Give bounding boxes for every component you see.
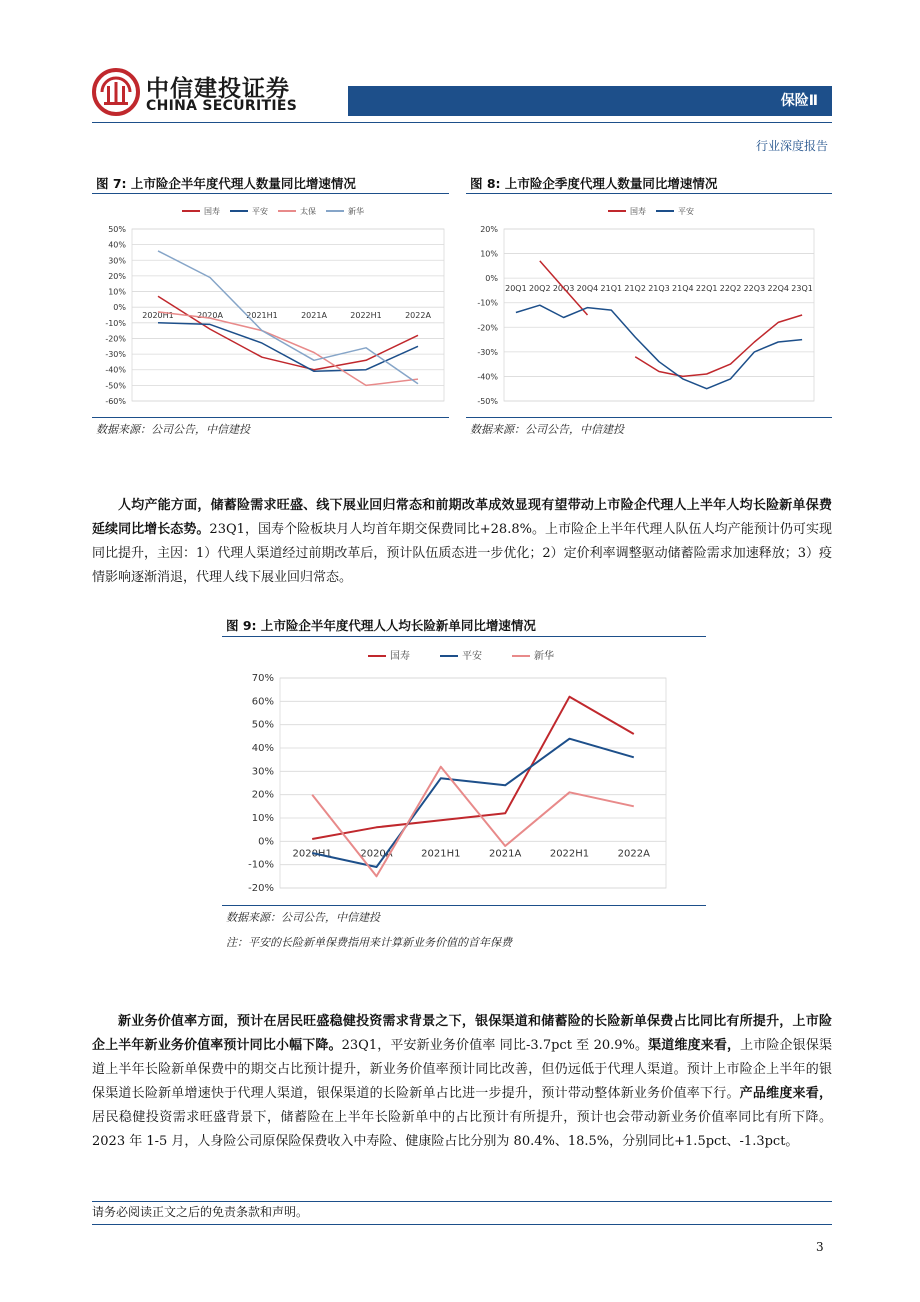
fig7-ytick-label: -20% — [105, 334, 126, 344]
fig9-title: 图 9: 上市险企半年度代理人人均长险新单同比增速情况 — [226, 618, 536, 633]
report-type: 行业深度报告 — [755, 139, 828, 153]
fig8-legend-label: 平安 — [678, 207, 694, 216]
fig9-ytick-label: 10% — [251, 813, 274, 824]
fig8-ytick-label: 10% — [480, 249, 498, 259]
fig8-xtick-label: 22Q3 — [743, 284, 766, 294]
fig7-ytick-label: -40% — [105, 365, 126, 375]
para1-text: 23Q1，国寿个险板块月人均首年期交保费同比+28.8%。上市险企上半年代理人队伍人均产能预计仍可实现同比提升，主因：1）代理人渠道经过前期改革后，预计队伍质态进一步优化；2）定价利率调整驱动储蓄险需求加速释放；3）疫情影响逐渐消退，代理人线下展业回归常态。 — [92, 522, 832, 585]
fig8-xtick-label: 23Q1 — [791, 284, 813, 294]
fig8-xtick-label: 22Q4 — [767, 284, 790, 294]
fig9-top-rule — [222, 636, 706, 637]
fig9-xtick-label: 2021H1 — [421, 848, 461, 860]
header-rule — [92, 122, 832, 123]
fig8-title: 图 8: 上市险企季度代理人数量同比增速情况 — [470, 176, 718, 191]
fig8-xtick-label: 22Q2 — [719, 284, 742, 294]
fig9-series-line — [312, 767, 634, 877]
fig7-top-rule — [92, 193, 449, 194]
disclaimer: 请务必阅读正文之后的免责条款和声明。 — [92, 1205, 309, 1219]
fig7-legend-label: 平安 — [252, 207, 268, 216]
fig9-source: 数据来源：公司公告，中信建投 — [226, 911, 380, 924]
fig8-xtick-label: 21Q1 — [600, 284, 623, 294]
fig7-ytick-label: 30% — [108, 256, 126, 266]
fig7-legend-label: 太保 — [300, 207, 316, 216]
fig9-xtick-label: 2022H1 — [549, 848, 590, 860]
section-bar: 保险Ⅱ — [348, 86, 832, 116]
fig8-ytick-label: 0% — [485, 274, 498, 284]
para2-text2: 上市险企银保渠道上半年长险新单保费中的期交占比预计提升，新业务价值率预计同比改善，但仍远低于代理人渠道。预计上市险企上半年的银保渠道长险新单增速快于代理人渠道，银保渠道的长险新单占比进一步提升，预计带动整体新业务价值率下行。 — [92, 1038, 832, 1101]
fig9-ytick-label: 0% — [258, 836, 274, 848]
fig8-ytick-label: -30% — [477, 347, 498, 357]
fig9-ytick-label: 50% — [251, 719, 274, 731]
para2-bold3: 产品维度来看， — [739, 1086, 832, 1101]
fig9-ytick-label: -20% — [248, 883, 274, 894]
footer-rule-bottom — [92, 1224, 832, 1225]
fig7-chart — [92, 196, 450, 416]
fig9-ytick-label: 40% — [251, 743, 274, 754]
fig8-xtick-label: 20Q3 — [552, 284, 575, 294]
logo-icon — [92, 68, 140, 116]
logo — [92, 68, 140, 116]
fig7-ytick-label: 20% — [108, 271, 126, 281]
fig8-ytick-label: -40% — [477, 372, 498, 382]
fig7-xtick-label: 2022A — [405, 311, 431, 321]
fig7-ytick-label: -50% — [105, 381, 126, 391]
fig8-ytick-label: -20% — [477, 323, 498, 333]
fig9-note: 注：平安的长险新单保费指用来计算新业务价值的首年保费 — [226, 936, 512, 949]
fig7-xtick-label: 2021H1 — [246, 311, 278, 321]
fig9-chart — [222, 640, 706, 904]
fig8-xtick-label: 20Q4 — [576, 284, 599, 294]
fig7-xtick-label: 2021A — [301, 311, 327, 321]
fig9-legend-label: 平安 — [462, 651, 482, 662]
para2-text1: 23Q1，平安新业务价值率 同比-3.7pct 至 20.9%。 — [341, 1038, 649, 1053]
fig7-legend-label: 新华 — [348, 207, 364, 216]
fig7-bottom-rule — [92, 417, 449, 418]
fig7-ytick-label: 10% — [108, 287, 126, 297]
fig7-ytick-label: 40% — [108, 240, 126, 250]
fig9-ytick-label: 70% — [251, 673, 274, 684]
fig7-ytick-label: -30% — [105, 350, 126, 360]
fig9-xtick-label: 2021A — [489, 848, 522, 860]
para2-bold2: 渠道维度来看， — [648, 1038, 741, 1053]
fig9-ytick-label: 60% — [251, 696, 274, 708]
logo-cn: 中信建投证券 — [146, 76, 290, 102]
paragraph-agent-productivity — [92, 494, 832, 590]
fig8-plot-area — [504, 229, 814, 401]
fig7-xtick-label: 2022H1 — [350, 311, 382, 321]
fig8-ytick-label: -10% — [477, 298, 498, 308]
fig7-xtick-label: 2020A — [197, 311, 223, 321]
fig9-ytick-label: 30% — [251, 766, 274, 778]
fig7-ytick-label: 0% — [113, 303, 126, 313]
fig8-xtick-label: 20Q2 — [528, 284, 551, 294]
fig8-legend-label: 国寿 — [630, 207, 646, 216]
fig9-plot-area — [280, 678, 666, 888]
fig8-source: 数据来源：公司公告，中信建投 — [470, 423, 624, 436]
fig8-xtick-label: 21Q4 — [672, 284, 694, 294]
fig7-ytick-label: -10% — [105, 318, 126, 328]
fig7-title: 图 7: 上市险企半年度代理人数量同比增速情况 — [96, 176, 356, 191]
fig9-bottom-rule — [222, 905, 706, 906]
logo-en: CHINA SECURITIES — [146, 98, 298, 114]
fig8-bottom-rule — [466, 417, 832, 418]
fig7-ytick-label: 50% — [108, 225, 126, 234]
fig8-xtick-label: 21Q3 — [648, 284, 670, 294]
fig9-xtick-label: 2022A — [617, 848, 650, 860]
fig9-xtick-label: 2020H1 — [292, 848, 332, 860]
fig7-legend-label: 国寿 — [204, 207, 220, 216]
fig7-source: 数据来源：公司公告，中信建投 — [96, 423, 250, 436]
fig7-ytick-label: -60% — [105, 397, 126, 406]
page-number: 3 — [816, 1240, 824, 1254]
fig8-chart — [466, 196, 832, 416]
fig8-xtick-label: 20Q1 — [505, 284, 527, 294]
fig9-ytick-label: 20% — [251, 789, 274, 801]
fig8-ytick-label: -50% — [477, 397, 498, 406]
fig9-xtick-label: 2020A — [360, 848, 393, 860]
fig9-legend-label: 新华 — [534, 651, 554, 662]
footer-rule-top — [92, 1201, 832, 1202]
fig8-ytick-label: 20% — [480, 225, 498, 234]
paragraph-nbv-margin — [92, 1010, 832, 1154]
fig8-xtick-label: 22Q1 — [695, 284, 718, 294]
para1-bold: 人均产能方面，储蓄险需求旺盛、线下展业回归常态和前期改革成效显现有望带动上市险企代理人上半年人均长险新单保费延续同比增长态势。 — [92, 498, 832, 537]
fig9-legend-label: 国寿 — [390, 651, 410, 662]
fig8-xtick-label: 21Q2 — [624, 284, 646, 294]
fig7-xtick-label: 2020H1 — [142, 311, 174, 321]
para2-text3: 居民稳健投资需求旺盛背景下，储蓄险在上半年长险新单中的占比预计有所提升，预计也会带动新业务价值率同比有所下降。2023 年 1-5 月，人身险公司原保险保费收入中寿险、健康险占比分别为 80.4%、18.5%，分别同比+1.5pct、-1.3pct。 — [92, 1110, 832, 1149]
fig9-ytick-label: -10% — [248, 859, 274, 871]
fig8-top-rule — [466, 193, 832, 194]
para2-bold1: 新业务价值率方面，预计在居民旺盛稳健投资需求背景之下，银保渠道和储蓄险的长险新单保费占比同比有所提升，上市险企上半年新业务价值率预计同比小幅下降。 — [92, 1014, 832, 1053]
